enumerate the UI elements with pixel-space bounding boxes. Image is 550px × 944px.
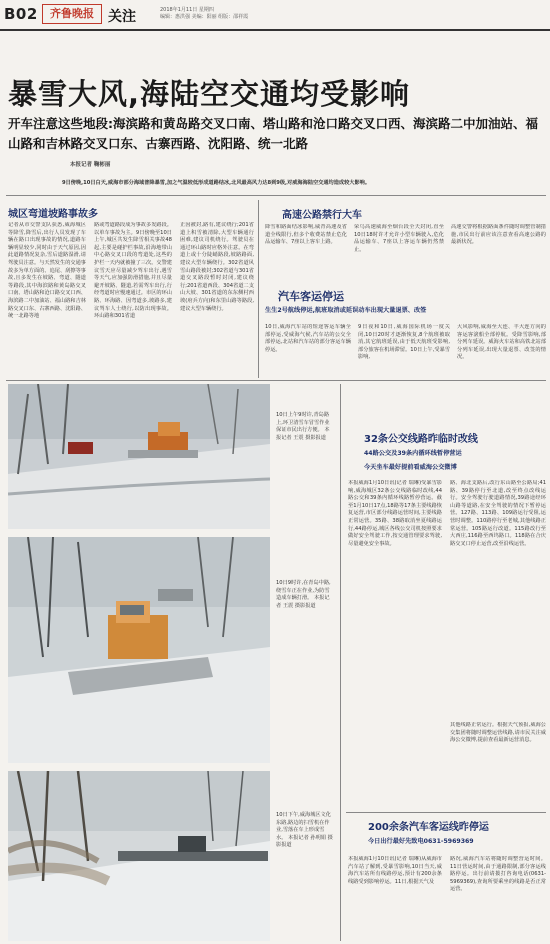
bus-subtitle2: 今天坐车最好提前看威海公交微博 [364, 464, 457, 471]
photo3-caption: 10日下午,威海城区文化东路,路边的扫雪机在作业,雪落在车上形成雪水。 本报记者 孙明娟 摄影报道 [276, 812, 333, 849]
page-number: B02 [4, 5, 38, 23]
photo-snowplow-street [8, 384, 270, 529]
bus-tip: 其他线路正常运行。根据天气预报,威海公交集团将随时调整运营线路,请市民关注威海公交微博,提前查看最新运营消息。 [450, 722, 546, 744]
byline: 本报记者 鞠彬丽 [70, 162, 111, 168]
section2-col3: 高速交警将根据路面条件随时调整管制措施,市民出行前应该注意查看高速公路的最新状况。 [451, 224, 546, 246]
section1-col2: 路或弯道路段成为事故多发路段。以单车事故为主。9日傍晚至10日上午,城区共发生降雪相关事故48起,主要是碰护栏事故,沿海地带山中心路交叉口段的弯道处,这些的护栏一天内就被撞了三次。交警建议雪天应尽量减少驾车出行,遇雪等天气,应加强防滑措施,并且尽量避开坡路、隧道,若需驾车出行,行经弯道时应慢速通过。市区的环山路、环海路、因弯道多,坡路多,建议驾车人士绕行,以防出现事故。环山路和301省道 [94, 222, 172, 320]
coach-subtitle: 今日出行最好先致电0631-5969369 [368, 838, 474, 845]
section2-title: 高速公路禁行大车 [282, 210, 362, 221]
section1-title: 城区弯道坡路事故多 [8, 209, 98, 220]
photo-snowy-street [8, 771, 270, 941]
issue-date [160, 7, 248, 21]
section2-col2: 荣乌高速威海至烟台段全天封闭,直至10日18时许才允许小型车辆驶入,危化品运输车、7座以上客运车辆仍然禁止。 [354, 224, 444, 253]
section-name: 关注 [108, 9, 136, 25]
photo1-caption: 10日上午9时许,青岛路上,环卫清雪车冒雪作业保证市民出行方便。 本报记者 王震 摄影报道 [276, 412, 330, 441]
column-divider [340, 384, 341, 941]
section2-col1: 降雪和路面结冰影响,威青高速及省道全线限行,但多个收费站禁止危化品运输车、7座以上客车上路。 [265, 224, 347, 246]
section3-col3: 大风影响,威海至大连、丰大连方向的客运客滚船全部停航。受降雪影响,部分列车延误。威海火车站和高铁北站部分列车延误,出现大量退票、改签的情况。 [457, 324, 546, 361]
column-divider [258, 200, 259, 378]
editor-line: 编辑：惠洪强 美编：阳丽 组版：邵祥霞 [160, 14, 249, 20]
divider [6, 380, 546, 381]
subheadline: 开车注意这些地段:海滨路和黄岛路交叉口南、塔山路和沧口路交叉口西、海滨路二中加油站、福山路和吉林路交叉口东、古寨西路、沈阳路、统一北路 [8, 116, 539, 151]
section3-col1: 10日,威海汽车站的短途客运车辆全部停运,受威海气候,汽车站的公交全部停运,北站和汽车站的部分客运车辆停运。 [265, 324, 351, 353]
section3-col2: 9日夜和10日,威海国际机场一度关闭,10日20时才逐渐恢复,8个航班被取消,其它航班延误,由于低天航班受影响,部分旅客在机场滞留。10日上午,受暴雪影响, [358, 324, 450, 361]
lead-caption: 9日傍晚,10日白天,威海市部分海域普降暴雪,加之气温较低形成道路结冰,北风最高风力达8到9级,对威海海陆空交通均造成较大影响。 [62, 180, 371, 186]
divider [346, 812, 546, 813]
photo2-caption: 10日9时许,在青岛中路,绕雪车正在作业,为防雪造成车辆打滑。 本报记者 王震 摄影报道 [276, 580, 331, 609]
newspaper-logo: 齐鲁晚报 [42, 4, 102, 24]
bus-subtitle1: 44路公交及39条内循环线暂停营运 [364, 450, 462, 457]
coach-title: 200余条汽车客运线昨停运 [368, 822, 489, 833]
photo-street-graphic [8, 771, 270, 941]
coach-col2: 路况,威海汽车站将随时调整营运时间。11日营运时间,由于通路限制,部分客运线路停运。出行前请拨打咨询电话(0631-5969369),查询所要乘坐的线路是否正常运营。 [450, 856, 546, 893]
divider [6, 195, 546, 196]
masthead-rule [0, 29, 550, 31]
bus-col2: 路、海北支路后,改行东山路至公路局;41路、39路停行至北道,改至终点改线运行。安全驾驶行驶道路情况,39路途经环山路等道路,在安全驾驶的情况下暂停运营。127路、113路、109路运行受阻,运营时调整。110路停行至老城,其他线路正常运营。105路运行改道。115路改行至大西庄,116路至西坞路口。118路在合庆路交叉口停止运营,改至沿线运营。 [450, 480, 546, 547]
section3-title: 汽车客运停运 [278, 290, 344, 303]
bus-col1: 本报威海1月10日讯(记者 瑞琳)受暴雪影响,威海城区32条公交线路临时改线,44路公交和39条内循环线路暂停营运。截至1月10日17点,18路等17条主要线路恢复运营,市区部分线路运营时间,主要线路正常运营。35路、38路取消坐夏线路运行,44路停运,城区各线公交司机按照要求做好安全驾驶工作,按交通管理要求驾驶,尽量避免安全事故。 [348, 480, 442, 547]
section1-col3: 正因被封,路有,建议绕行;201省道上积雪被清除,大型车辆通行困难,建议司机绕行。驾驶员在通过环山路时应格外注意。在弯道上或十分陡峭路段,坡路路面,建议大型车辆绕行。302省道风雪山路段被封;302省道与301省道交叉路段暂时封闭,建议绕行;201省道西段、304省道二支山大坡、301省道的东东侧村西坡(府兵方向)和东里山路等路段,建议大型车辆绕行。 [180, 222, 254, 312]
photo-plow-truck [8, 537, 270, 763]
photo-snowplow-graphic [8, 384, 270, 529]
section3-subtitle: 生生2号航线停运,航班取消或延误动车出现大量退票、改签 [265, 307, 427, 314]
section1-col1: 记者从市交警支队获悉,威海城区等降雪,降雪后,出行人员发现了车辆在路口出现事故的情况,道路车辆明显较少,同时由于天气原因,因此道路情况复杂,雪后道路湿滑,请驾驶员注意。与天然发生的交通事故多为单方面的、追尾、刮擦等事故,且多发生在坡路、弯道、隧道等路段,其中海滨路和黄岛路交叉口南、塔山路和沧口路交叉口西、海滨路二中加油站、福山路和吉林路交叉口东、古寨西路、沈阳路、统一北路等地 [8, 222, 86, 320]
issue-date-line: 2018年1月11日 星期四 [160, 7, 214, 13]
bus-title: 32条公交线路昨临时改线 [364, 434, 478, 445]
coach-col1: 本报威海1月10日讯(记者 瑞琳)从威海市汽车站了解到,受暴雪影响,10日当天,威海汽车站所有线路停运,预计有200余条线路受到影响停运。11日,根据天气及 [348, 856, 442, 885]
main-headline: 暴雪大风,海陆空交通均受影响 [8, 77, 411, 111]
photo-truck-graphic [8, 537, 270, 763]
